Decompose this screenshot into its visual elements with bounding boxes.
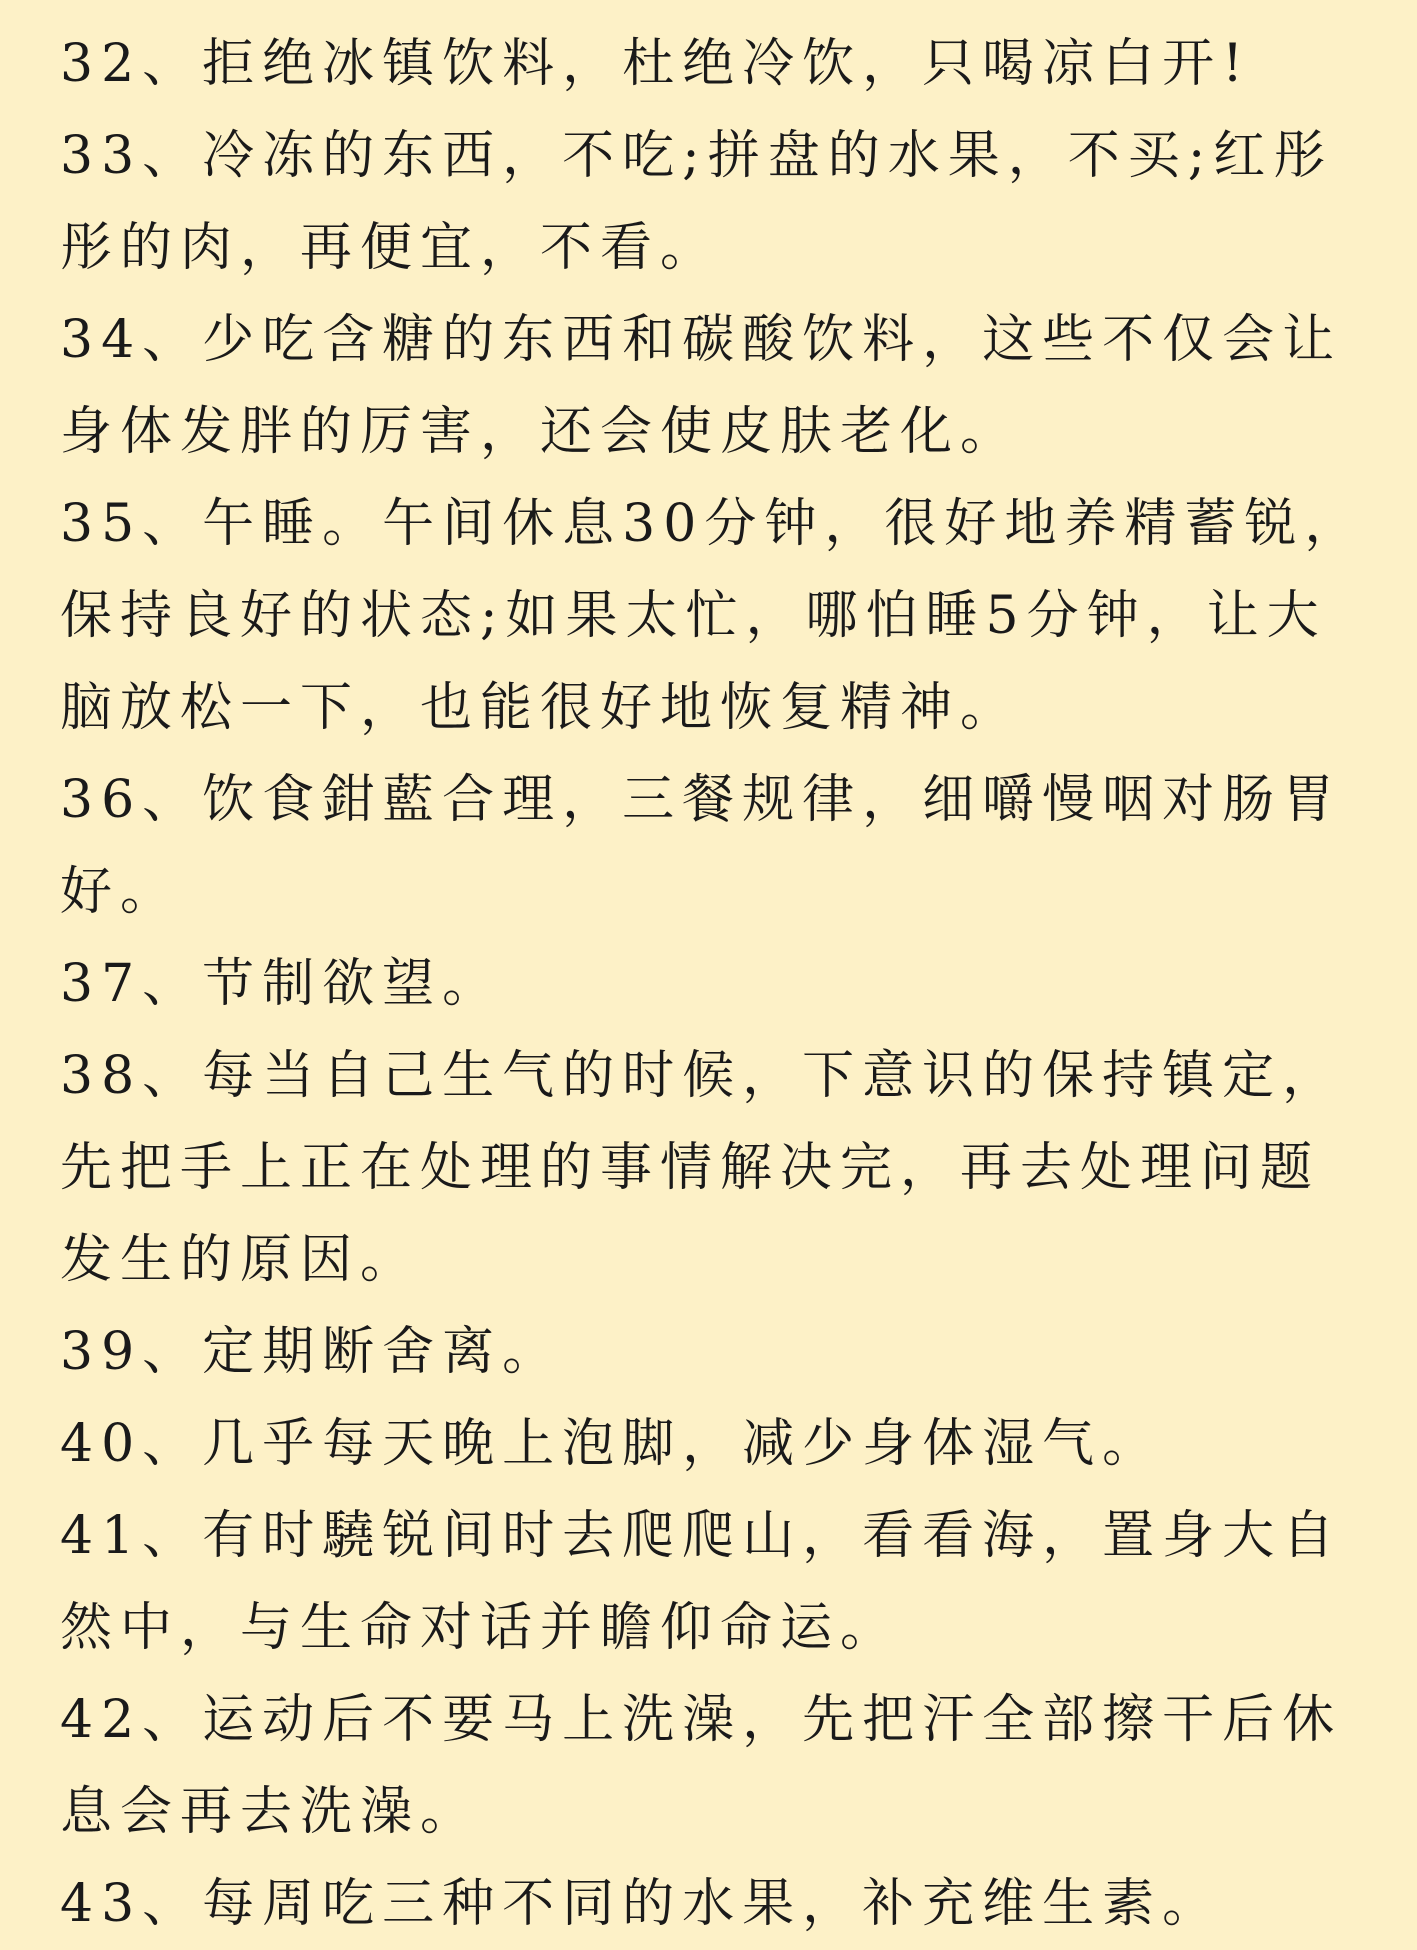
tips-list — [60, 18, 1377, 1950]
list-item: 36、饮食鉗藍合理，三餐规律，细嚼慢咽对肠胃好。 — [60, 770, 1343, 922]
list-item: 40、几乎每天晚上泡脚，减少身体湿气。 — [60, 1414, 1163, 1474]
list-item: 38、每当自己生气的时候，下意识的保持镇定，先把手上正在处理的事情解决完，再去处理问题发生的原因。 — [60, 1046, 1343, 1290]
list-item: 42、运动后不要马上洗澡，先把汗全部擦干后休息会再去洗澡。 — [60, 1690, 1343, 1842]
list-item: 34、少吃含糖的东西和碳酸饮料，这些不仅会让身体发胖的厉害，还会使皮肤老化。 — [60, 310, 1343, 462]
list-item: 32、拒绝冰镇饮料，杜绝冷饮，只喝凉白开! — [60, 34, 1252, 94]
list-item: 37、节制欲望。 — [60, 954, 503, 1014]
list-item: 33、冷冻的东西，不吃;拼盘的水果，不买;红彤彤的肉，再便宜，不看。 — [60, 126, 1334, 278]
list-item: 39、定期断舍离。 — [60, 1322, 563, 1382]
list-item: 41、有时驍锐间时去爬爬山，看看海，置身大自然中，与生命对话并瞻仰命运。 — [60, 1506, 1343, 1658]
list-item: 43、每周吃三种不同的水果，补充维生素。 — [60, 1874, 1223, 1934]
list-item: 35、午睡。午间休息30分钟，很好地养精蓄锐，保持良好的状态;如果太忙，哪怕睡5分钟，让大脑放松一下，也能很好地恢复精神。 — [60, 494, 1365, 738]
